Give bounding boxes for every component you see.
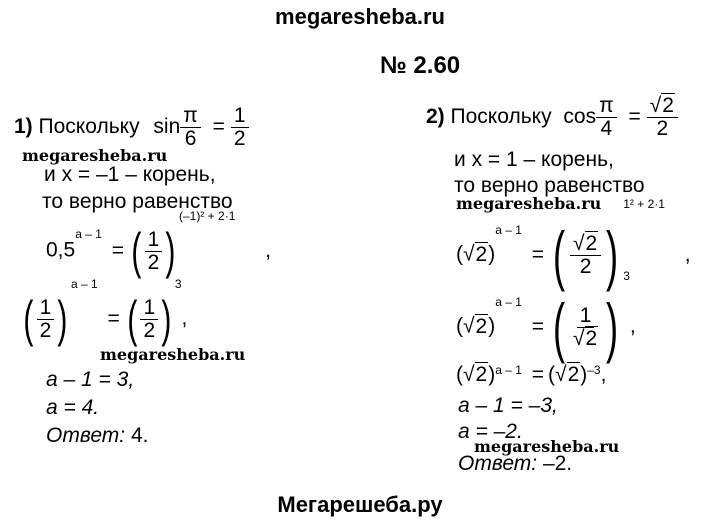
part1-eq1: $0,5^{a - 1}$ = ( $\frac{1}{2}$ )$^{(-1)^2 + 2\cdot 1}$ , bbox=[46, 209, 272, 279]
part2-intro: 2) Поскольку cos $\frac{\pi}{4}$ = $\frac{√2}{2}$ bbox=[426, 95, 678, 140]
part1-eq2: ( $\frac{1}{2}$ )$^{a - 1}$ = ( $\frac{1}{2}$ )$^3$, bbox=[23, 277, 188, 347]
part2-label: 2) bbox=[426, 105, 445, 129]
site-footer: Мегарешеба.ру bbox=[277, 492, 443, 517]
part1-one-half: $\frac{1}{2}$ bbox=[231, 105, 249, 150]
part1-line3: a – 1 = 3, bbox=[46, 368, 135, 391]
part1-eq1-half: $\frac{1}{2}$ bbox=[145, 229, 163, 274]
part2-line4: a – 1 = –3, bbox=[458, 394, 558, 417]
watermark: megaresheba.ru bbox=[474, 437, 620, 456]
part2-eq3: $(√2)^{a - 1} = (√2)^{-3}$, bbox=[456, 363, 607, 386]
part1-equality-line: то верно равенство bbox=[42, 190, 233, 213]
part1-label: 1) bbox=[14, 115, 33, 139]
watermark: megaresheba.ru bbox=[456, 194, 602, 213]
part1-intro bbox=[14, 105, 249, 150]
part2-eq1: $(√2)^{a - 1}$ = ( $\frac{√2}{2}$ )$^{1^2 + 2\cdot 1}$ , bbox=[456, 197, 691, 292]
part1-pi-over-6: $\frac{\pi}{6}$ bbox=[180, 105, 201, 150]
watermark: megaresheba.ru bbox=[22, 146, 168, 165]
part1-intro-text: Поскольку bbox=[38, 115, 140, 139]
site-header: megaresheba.ru bbox=[275, 4, 445, 29]
part2-line5: a = –2. bbox=[458, 420, 523, 443]
part2-root-line: и x = 1 – корень, bbox=[454, 148, 614, 171]
part2-answer: Ответ: –2. bbox=[458, 452, 573, 475]
watermark: megaresheba.ru bbox=[100, 345, 246, 364]
part2-eq2: $(√2)^{a - 1}$ = ( $\frac{1}{√2}$ )$^3$, bbox=[456, 269, 636, 364]
part1-equals: = bbox=[212, 115, 225, 139]
part1-fn: sin bbox=[153, 115, 181, 139]
part1-root-line: и x = –1 – корень, bbox=[44, 163, 216, 186]
part2-pi-over-4: $\frac{\pi}{4}$ bbox=[596, 95, 617, 140]
part2-equality-line: то верно равенство bbox=[454, 174, 645, 197]
problem-number: № 2.60 bbox=[380, 52, 461, 79]
part1-answer: Ответ: 4. bbox=[46, 424, 149, 447]
part2-sqrt2-over-2: $\frac{√2}{2}$ bbox=[647, 95, 678, 140]
part1-line4: a = 4. bbox=[46, 396, 100, 419]
